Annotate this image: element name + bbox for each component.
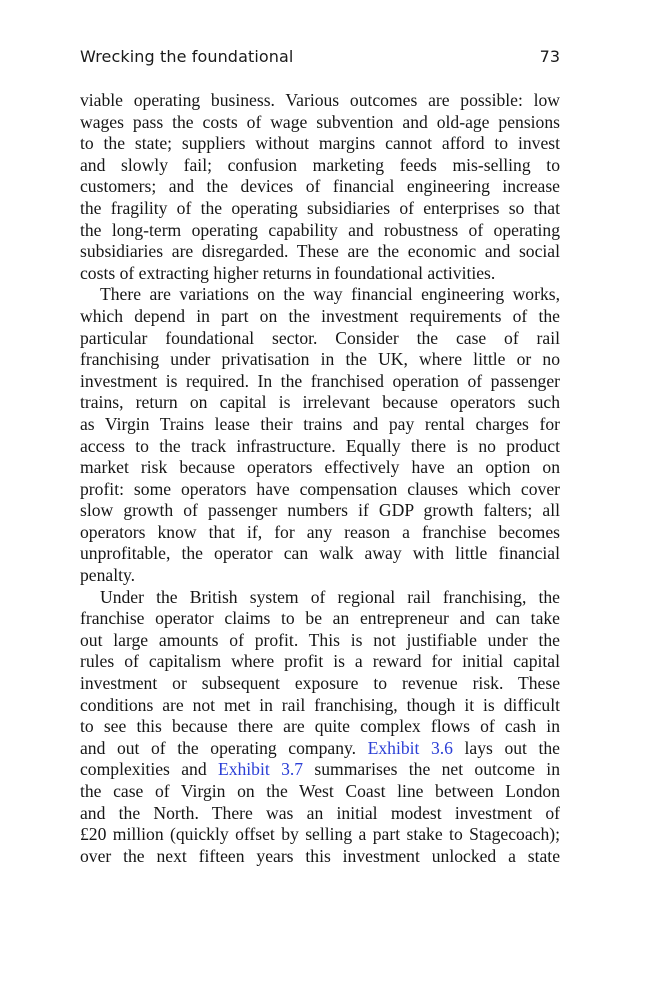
text-line: to the state; suppliers without margins cannot afford to invest bbox=[80, 133, 560, 154]
text-line: slow growth of passenger numbers if GDP growth falters; all bbox=[80, 500, 560, 521]
paragraph-1 bbox=[80, 90, 560, 284]
paragraph-2 bbox=[80, 284, 560, 586]
text-line: access to the track infrastructure. Equally there is no product bbox=[80, 435, 560, 456]
exhibit-3-6-link[interactable]: Exhibit 3.6 bbox=[367, 737, 453, 758]
text-line: market risk because operators effectively have an option on bbox=[80, 457, 560, 478]
paragraph-3 bbox=[80, 587, 560, 868]
text-line: profit: some operators have compensation clauses which cover bbox=[80, 478, 560, 499]
text-line: the case of Virgin on the West Coast line between London bbox=[80, 781, 560, 801]
text-line: and slowly fail; confusion marketing feeds mis-selling to bbox=[80, 154, 560, 175]
text-line: rules of capitalism where profit is a reward for initial capital bbox=[80, 651, 560, 672]
text-line: subsidiaries are disregarded. These are the economic and social bbox=[80, 241, 560, 262]
text-line: investment is required. In the franchised operation of passenger bbox=[80, 370, 560, 391]
body-text bbox=[80, 90, 560, 867]
text-line: over the next fifteen years this investment unlocked a state bbox=[80, 845, 560, 866]
text-line-with-link bbox=[80, 738, 560, 760]
text-line: particular foundational sector. Consider the case of rail bbox=[80, 327, 560, 348]
text-fragment: complexities and bbox=[80, 759, 218, 780]
text-line: conditions are not met in rail franchising, though it is difficult bbox=[80, 694, 560, 715]
exhibit-3-7-link[interactable]: Exhibit 3.7 bbox=[217, 759, 304, 780]
text-line: customers; and the devices of financial engineering increase bbox=[80, 176, 560, 197]
text-line: franchise operator claims to be an entrepreneur and can take bbox=[80, 608, 560, 629]
text-line: penalty. bbox=[80, 565, 136, 586]
text-line: and the North. There was an initial modest investment of bbox=[80, 802, 560, 823]
text-line: viable operating business. Various outcomes are possible: low bbox=[80, 90, 560, 110]
running-head bbox=[80, 47, 560, 71]
text-line: franchising under privatisation in the UK, where little or no bbox=[80, 349, 560, 370]
text-line: There are variations on the way financial engineering works, bbox=[100, 284, 560, 305]
text-line: unprofitable, the operator can walk away with little financial bbox=[80, 543, 560, 564]
text-line: Under the British system of regional rail franchising, the bbox=[100, 586, 560, 607]
text-line: which depend in part on the investment requirements of the bbox=[80, 305, 560, 326]
text-line: wages pass the costs of wage subvention and old-age pensions bbox=[80, 111, 560, 132]
running-head-title: Wrecking the foundational bbox=[80, 47, 294, 66]
text-fragment: lays out the bbox=[452, 737, 560, 758]
text-line: trains, return on capital is irrelevant because operators such bbox=[80, 392, 560, 413]
text-line: to see this because there are quite complex flows of cash in bbox=[80, 716, 560, 737]
text-fragment: and out of the operating company. bbox=[80, 737, 368, 758]
text-fragment: summarises the net outcome in bbox=[303, 759, 560, 780]
text-line-with-link bbox=[80, 759, 560, 781]
text-line: costs of extracting higher returns in foundational activities. bbox=[80, 262, 496, 283]
text-line: as Virgin Trains lease their trains and pay rental charges for bbox=[80, 413, 560, 434]
text-line: operators know that if, for any reason a franchise becomes bbox=[80, 521, 560, 542]
text-line: out large amounts of profit. This is not justifiable under the bbox=[80, 629, 560, 650]
text-line: the fragility of the operating subsidiaries of enterprises so that bbox=[80, 197, 560, 218]
text-line: investment or subsequent exposure to revenue risk. These bbox=[80, 673, 560, 694]
text-line: the long-term operating capability and robustness of operating bbox=[80, 219, 560, 240]
page-number: 73 bbox=[539, 47, 560, 66]
text-line: £20 million (quickly offset by selling a part stake to Stagecoach); bbox=[80, 824, 560, 845]
